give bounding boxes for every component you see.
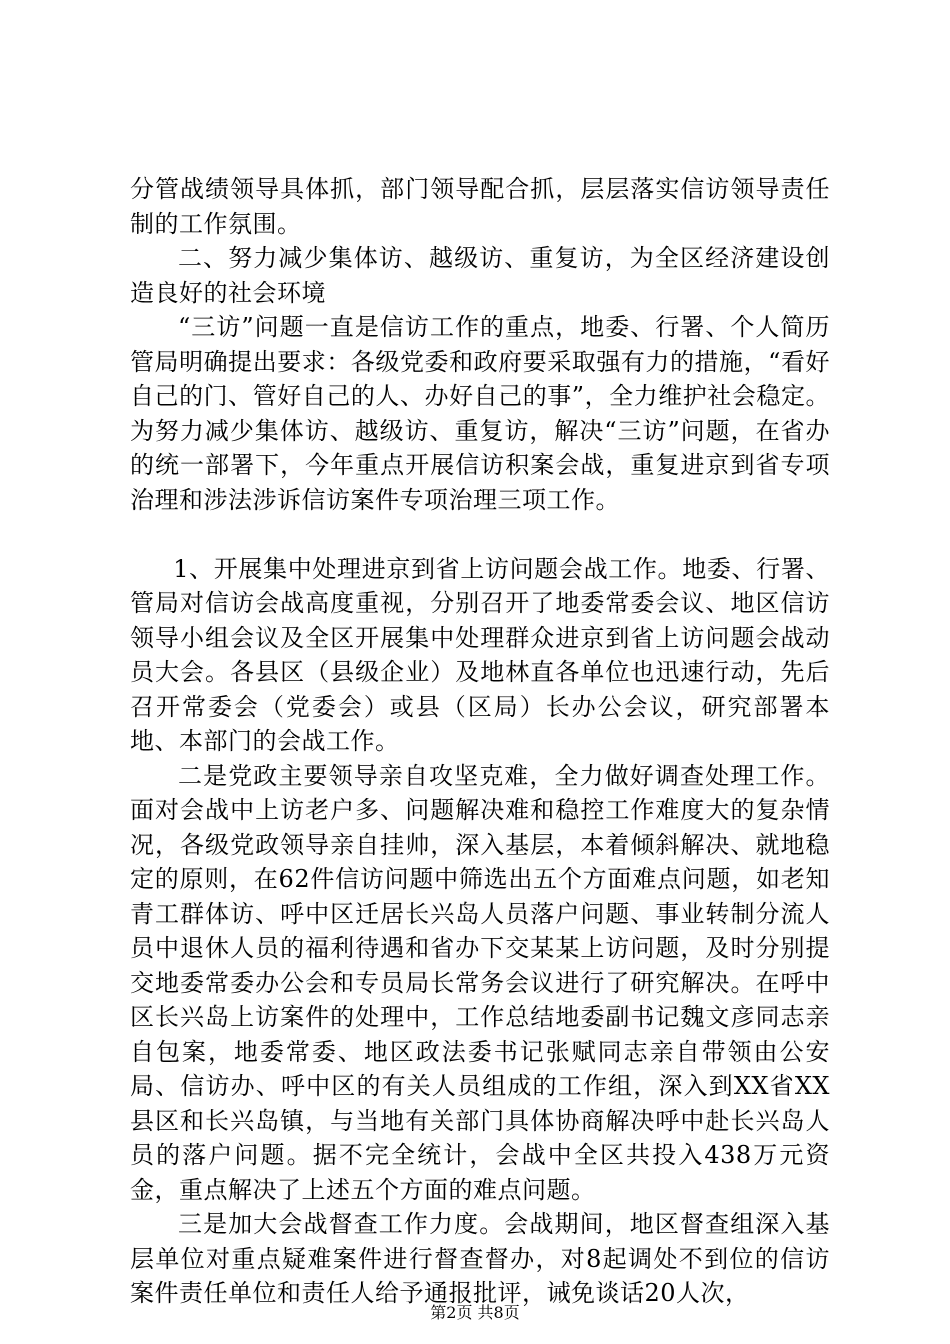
paragraph-spacer [130,517,830,552]
page-footer: 第2页 共8页 [430,1303,520,1322]
paragraph-continuation: 分管战绩领导具体抓，部门领导配合抓，层层落实信访领导责任制的工作氛围。 [130,175,830,238]
section-heading-two: 二、努力减少集体访、越级访、重复访，为全区经济建设创造良好的社会环境 [130,244,830,307]
paragraph-item-three: 三是加大会战督查工作力度。会战期间，地区督查组深入基层单位对重点疑难案件进行督查督办，对8起调处不到位的信访案件责任单位和责任人给予通报批评，诫免谈话20人次， [130,1210,830,1307]
paragraph-item-two: 二是党政主要领导亲自攻坚克难，全力做好调查处理工作。面对会战中上访老户多、问题解决难和稳控工作难度大的复杂情况，各级党政领导亲自挂帅，深入基层，本着倾斜解决、就地稳定的原则，在62件信访问题中筛选出五个方面难点问题，如老知青工群体访、呼中区迁居长兴岛人员落户问题、事业转制分流人员中退休人员的福利待遇和省办下交某某上访问题，及时分别提交地委常委办公会和专员局长常务会议进行了研究解决。在呼中区长兴岛上访案件的处理中，工作总结地委副书记魏文彦同志亲自包案，地委常委、地区政法委书记张赋同志亲自带领由公安局、信访办、呼中区的有关人员组成的工作组，深入到XX省XX县区和长兴岛镇，与当地有关部门具体协商解决呼中赴长兴岛人员的落户问题。据不完全统计，会战中全区共投入438万元资金，重点解决了上述五个方面的难点问题。 [130,761,830,1204]
document-body [130,172,830,1311]
paragraph-item-one: 1、开展集中处理进京到省上访问题会战工作。地委、行署、管局对信访会战高度重视，分别召开了地委常委会议、地区信访领导小组会议及全区开展集中处理群众进京到省上访问题会战动员大会。各县区（县级企业）及地林直各单位也迅速行动，先后召开常委会（党委会）或县（区局）长办公会议，研究部署本地、本部门的会战工作。 [130,554,830,755]
paragraph-three-visits: “三访”问题一直是信访工作的重点，地委、行署、个人简历管局明确提出要求：各级党委和政府要采取强有力的措施，“看好自己的门、管好自己的人、办好自己的事”，全力维护社会稳定。为努力减少集体访、越级访、重复访，解决“三访”问题，在省办的统一部署下，今年重点开展信访积案会战，重复进京到省专项治理和涉法涉诉信访案件专项治理三项工作。 [130,313,830,514]
